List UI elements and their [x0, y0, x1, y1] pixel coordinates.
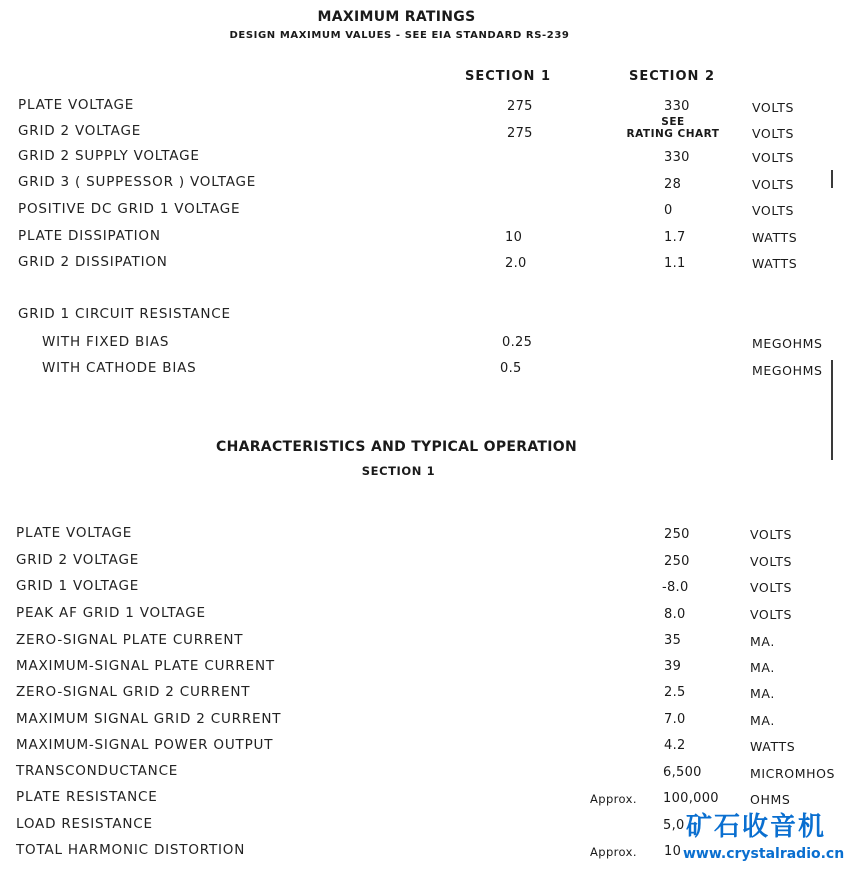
char-row-value: 8.0	[664, 607, 686, 622]
char-row-unit: VOLTS	[750, 607, 792, 622]
char-row-value: 2.5	[664, 685, 686, 700]
ratings-row-unit: VOLTS	[752, 100, 794, 115]
char-row-value: 100,000	[663, 791, 719, 806]
char-row-label: MAXIMUM-SIGNAL PLATE CURRENT	[16, 658, 275, 674]
char-row-approx: Approx.	[590, 845, 637, 859]
char-row-approx: Approx.	[590, 792, 637, 806]
ratings-row-section2: 330	[664, 150, 690, 165]
ratings-row-unit: VOLTS	[752, 150, 794, 165]
char-row-value: 4.2	[664, 738, 686, 753]
characteristics-subtitle: SECTION 1	[361, 464, 436, 478]
char-row-label: PLATE RESISTANCE	[16, 789, 158, 805]
char-row-unit: VOLTS	[750, 527, 792, 542]
ratings-row-label: PLATE DISSIPATION	[18, 228, 161, 244]
char-row-label: MAXIMUM-SIGNAL POWER OUTPUT	[16, 737, 274, 753]
ratings-row-section1: 275	[507, 126, 533, 141]
ratings-row-section2: 1.1	[664, 256, 686, 271]
resistance-row-value: 0.5	[500, 361, 522, 376]
char-row-label: GRID 1 VOLTAGE	[16, 578, 140, 594]
see-label: SEE	[661, 116, 685, 128]
ratings-row-label: GRID 2 DISSIPATION	[18, 254, 168, 270]
ratings-row-unit: VOLTS	[752, 126, 794, 141]
ratings-row-label: GRID 2 SUPPLY VOLTAGE	[18, 148, 200, 164]
rating-chart-label: RATING CHART	[626, 128, 720, 140]
ratings-row-label: GRID 2 VOLTAGE	[18, 123, 142, 139]
ratings-row-section1: 10	[505, 230, 523, 245]
char-row-label: GRID 2 VOLTAGE	[16, 552, 140, 568]
char-row-unit: MA.	[750, 713, 775, 728]
char-row-unit: MA.	[750, 634, 775, 649]
resistance-row-unit: MEGOHMS	[752, 363, 823, 378]
scan-artifact-line	[831, 360, 833, 460]
char-row-label: TRANSCONDUCTANCE	[16, 763, 179, 779]
char-row-unit: VOLTS	[750, 554, 792, 569]
char-row-label: TOTAL HARMONIC DISTORTION	[16, 842, 246, 858]
char-row-value: 35	[664, 633, 682, 648]
ratings-row-unit: VOLTS	[752, 203, 794, 218]
ratings-row-section2: 1.7	[664, 230, 686, 245]
ratings-row-section1: 2.0	[505, 256, 527, 271]
char-row-value: 250	[664, 554, 690, 569]
resistance-row-value: 0.25	[502, 335, 533, 350]
column-header-section-2: SECTION 2	[629, 69, 715, 84]
watermark-chinese-text: 矿石收音机	[686, 812, 827, 842]
char-row-value: 10	[664, 844, 682, 859]
char-row-unit: VOLTS	[750, 580, 792, 595]
char-row-value: 5,0	[663, 818, 685, 833]
char-row-label: PEAK AF GRID 1 VOLTAGE	[16, 605, 206, 621]
char-row-label: ZERO-SIGNAL GRID 2 CURRENT	[16, 684, 251, 700]
ratings-row-section2: 28	[664, 177, 682, 192]
ratings-row-section1: 275	[507, 99, 533, 114]
scan-artifact-line	[831, 170, 833, 188]
char-row-label: LOAD RESISTANCE	[16, 816, 153, 832]
watermark-url: www.crystalradio.cn	[683, 846, 845, 862]
char-row-unit: MA.	[750, 660, 775, 675]
resistance-row-label: WITH CATHODE BIAS	[42, 360, 197, 376]
see-rating-chart-note	[618, 116, 728, 140]
resistance-row-label: WITH FIXED BIAS	[42, 334, 170, 350]
ratings-subtitle: DESIGN MAXIMUM VALUES - SEE EIA STANDARD RS-239	[229, 30, 570, 41]
ratings-row-section2: 330	[664, 99, 690, 114]
char-row-value: 7.0	[664, 712, 686, 727]
resistance-row-unit: MEGOHMS	[752, 336, 823, 351]
ratings-title: MAXIMUM RATINGS	[317, 9, 476, 25]
resistance-heading: GRID 1 CIRCUIT RESISTANCE	[18, 306, 231, 322]
column-header-section-1: SECTION 1	[465, 69, 551, 84]
char-row-value: 250	[664, 527, 690, 542]
char-row-label: PLATE VOLTAGE	[16, 525, 133, 541]
ratings-row-section2: 0	[664, 203, 673, 218]
char-row-label: ZERO-SIGNAL PLATE CURRENT	[16, 632, 244, 648]
char-row-unit: WATTS	[750, 739, 796, 754]
char-row-unit: MA.	[750, 686, 775, 701]
ratings-row-unit: WATTS	[752, 230, 798, 245]
ratings-row-unit: VOLTS	[752, 177, 794, 192]
characteristics-title: CHARACTERISTICS AND TYPICAL OPERATION	[216, 439, 577, 455]
char-row-value: 39	[664, 659, 682, 674]
ratings-row-unit: WATTS	[752, 256, 798, 271]
char-row-value: 6,500	[663, 765, 702, 780]
char-row-value: -8.0	[662, 580, 689, 595]
char-row-label: MAXIMUM SIGNAL GRID 2 CURRENT	[16, 711, 282, 727]
ratings-row-label: GRID 3 ( SUPPESSOR ) VOLTAGE	[18, 174, 257, 190]
ratings-row-label: POSITIVE DC GRID 1 VOLTAGE	[18, 201, 241, 217]
char-row-unit: MICROMHOS	[750, 766, 836, 781]
ratings-row-label: PLATE VOLTAGE	[18, 97, 135, 113]
char-row-unit: OHMS	[750, 792, 791, 807]
